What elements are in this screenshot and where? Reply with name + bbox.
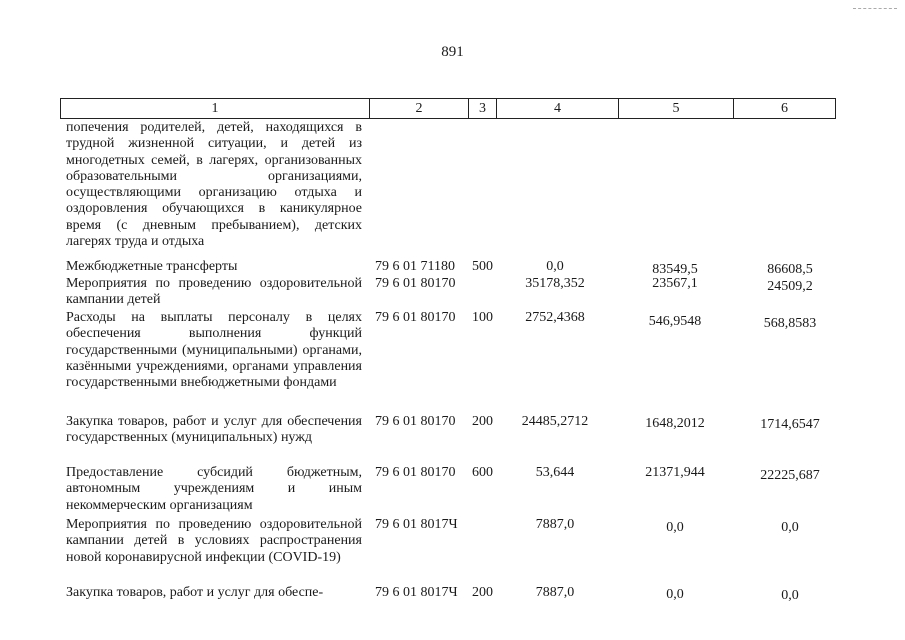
row-name: Межбюджетные трансферты — [66, 259, 238, 274]
row-code: 79 6 01 80170 — [375, 310, 456, 325]
row-vr: 600 — [472, 465, 493, 480]
row-value-5: 23567,1 — [652, 276, 698, 291]
header-col-4: 4 — [497, 99, 619, 118]
row-value-5: 1648,2012 — [645, 416, 705, 431]
row-value-6: 22225,687 — [760, 468, 820, 483]
row-value-6: 24509,2 — [767, 279, 813, 294]
row-code: 79 6 01 80170 — [375, 276, 456, 291]
header-col-6: 6 — [781, 101, 788, 116]
row-value-5: 0,0 — [666, 520, 684, 535]
row-code: 79 6 01 8017Ч — [375, 517, 458, 532]
row-vr: 200 — [472, 414, 493, 429]
row-name: Закупка товаров, работ и услуг для обеспе- — [66, 585, 324, 600]
row-name: попечения родителей, детей, находящихся в трудной жизненной ситуации, и детей из многодетных семей, в лагерях, организованных образовательными организациями, осуществляющими организацию отдыха и оздоровления обучающихся в каникулярное время (с дневным пребыванием), детских лагерях труда и отдыха — [66, 120, 362, 250]
scan-margin-mark — [853, 8, 897, 10]
header-col-5: 5 — [619, 99, 734, 118]
row-value-4: 24485,2712 — [521, 414, 589, 429]
row-value-6: 568,8583 — [763, 316, 817, 331]
row-value-5: 83549,5 — [652, 262, 698, 277]
row-value-4: 2752,4368 — [525, 310, 585, 325]
row-name: Мероприятия по проведению оздоровительной кампании детей — [66, 276, 362, 308]
row-code: 79 6 01 80170 — [375, 465, 456, 480]
header-col-3: 3 — [469, 99, 497, 118]
row-vr: 100 — [472, 310, 493, 325]
row-value-4: 53,644 — [535, 465, 575, 480]
row-value-4: 35178,352 — [525, 276, 585, 291]
page-number: 891 — [441, 44, 464, 60]
row-value-6: 0,0 — [781, 520, 799, 535]
row-value-6: 86608,5 — [767, 262, 813, 277]
row-name: Предоставление субсидий бюджетным, автономным учреждениям и иным некоммерческим организациям — [66, 465, 362, 513]
row-name: Мероприятия по проведению оздоровительной кампании детей в условиях распространения новой коронавирусной инфекции (COVID-19) — [66, 517, 362, 565]
row-value-4: 7887,0 — [535, 585, 575, 600]
row-value-4: 7887,0 — [535, 517, 575, 532]
header-col-2: 2 — [370, 99, 469, 118]
row-value-5: 0,0 — [666, 587, 684, 602]
row-name: Расходы на выплаты персоналу в целях обеспечения выполнения функций государственными (муниципальными) органами, казёнными учреждениями, органами управления государственными внебюджетными фондами — [66, 310, 362, 391]
row-vr: 200 — [472, 585, 493, 600]
row-code: 79 6 01 80170 — [375, 414, 456, 429]
row-value-4: 0,0 — [546, 259, 564, 274]
row-vr: 500 — [472, 259, 493, 274]
row-code: 79 6 01 71180 — [375, 259, 455, 274]
table-header — [60, 98, 836, 119]
row-name: Закупка товаров, работ и услуг для обеспечения государственных (муниципальных) нужд — [66, 414, 362, 446]
header-col-1: 1 — [61, 99, 370, 118]
row-value-5: 546,9548 — [648, 314, 702, 329]
row-value-6: 1714,6547 — [760, 417, 820, 432]
row-value-6: 0,0 — [781, 588, 799, 603]
row-code: 79 6 01 8017Ч — [375, 585, 458, 600]
row-value-5: 21371,944 — [645, 465, 705, 480]
